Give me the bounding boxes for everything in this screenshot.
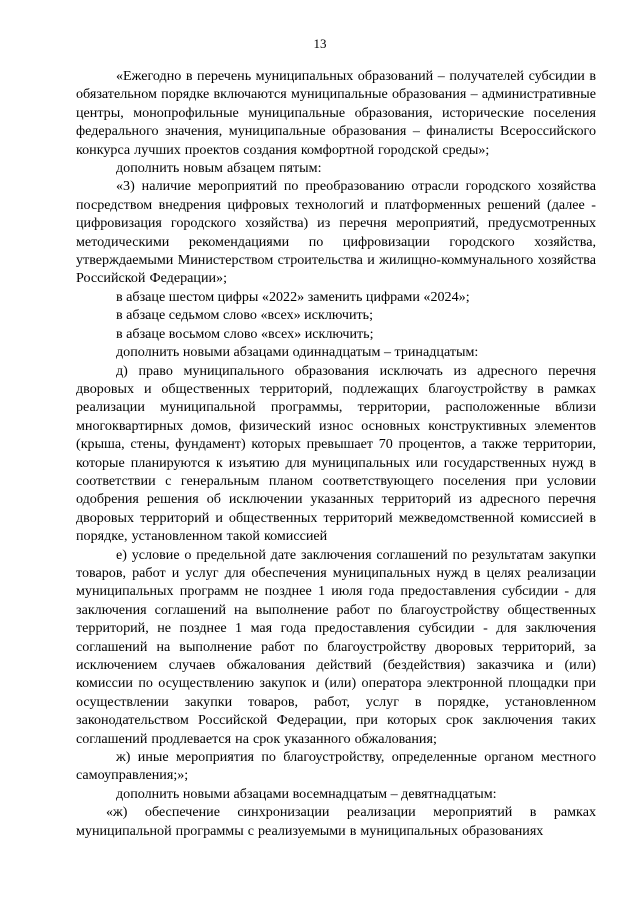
paragraph-instruction-eighth: в абзаце восьмом слово «всех» исключить; <box>116 325 374 342</box>
paragraph-instruction-add-eleventh: дополнить новыми абзацами одиннадцатым – тринадцатым: <box>116 344 479 361</box>
paragraph-item-3-digitalization: «3) наличие мероприятий по преобразованию отрасли городского хозяйства посредством внедрения цифровых технологий и платформенных решений (далее - цифровизация городского хозяйства) из перечня мероприятий, предусмотренных методическими рекомендациями по цифровизации городского хозяйства, утверждаемыми Министерством строительства и жилищно-коммунального хозяйства Российской Федерации»; <box>76 178 596 287</box>
paragraph-item-zh-synchronization: «ж) обеспечение синхронизации реализации мероприятий в рамках муниципальной программы с реализуемыми в муниципальных образованиях <box>76 804 596 839</box>
paragraph-instruction-sixth: в абзаце шестом цифры «2022» заменить цифрами «2024»; <box>116 288 470 305</box>
paragraph-instruction-add-eighteenth: дополнить новыми абзацами восемнадцатым – девятнадцатым: <box>116 785 497 802</box>
paragraph-item-d-exclusion: д) право муниципального образования исключать из адресного перечня дворовых и общественных территорий, подлежащих благоустройству в рамках реализации муниципальной программы, территории, расположенные вблизи многоквартирных домов, физический износ основных конструктивных элементов (крыша, стены, фундамент) которых превышает 70 процентов, а также территории, которые планируются к изъятию для муниципальных или государственных нужд в соответствии с генеральным планом соответствующего поселения при условии одобрения решения об исключении указанных территорий из адресного перечня дворовых территорий и общественных территорий межведомственной комиссией в порядке, установленном такой комиссией <box>76 362 596 545</box>
document-body <box>76 67 596 840</box>
paragraph-instruction-seventh: в абзаце седьмом слово «всех» исключить; <box>116 307 373 324</box>
paragraph-quote-municipal-list: «Ежегодно в перечень муниципальных образований – получателей субсидии в обязательном порядке включаются муниципальные образования – административные центры, монопрофильные муниципальные образования, исторические поселения федерального значения, муниципальные образования – финалисты Всероссийского конкурса лучших проектов создания комфортной городской среды»; <box>76 68 596 158</box>
page-number: 13 <box>313 36 327 51</box>
paragraph-item-zh-other: ж) иные мероприятия по благоустройству, определенные органом местного самоуправления;»; <box>76 749 596 784</box>
paragraph-item-e-deadline: е) условие о предельной дате заключения соглашений по результатам закупки товаров, работ и услуг для обеспечения муниципальных нужд в целях реализации муниципальных программ не позднее 1 июля года предоставления субсидии - для заключения соглашений на выполнение работ по благоустройству общественных территорий, не позднее 1 мая года предоставления субсидии - для заключения соглашений на выполнение работ по благоустройству дворовых территорий, за исключением случаев обжалования действий (бездействия) заказчика и (или) комиссии по осуществлению закупок и (или) оператора электронной площадки при осуществлении закупки товаров, работ, услуг в порядке, установленном законодательством Российской Федерации, при которых срок заключения таких соглашений продлевается на срок указанного обжалования; <box>76 546 596 747</box>
paragraph-instruction-add-fifth: дополнить новым абзацем пятым: <box>116 160 322 177</box>
